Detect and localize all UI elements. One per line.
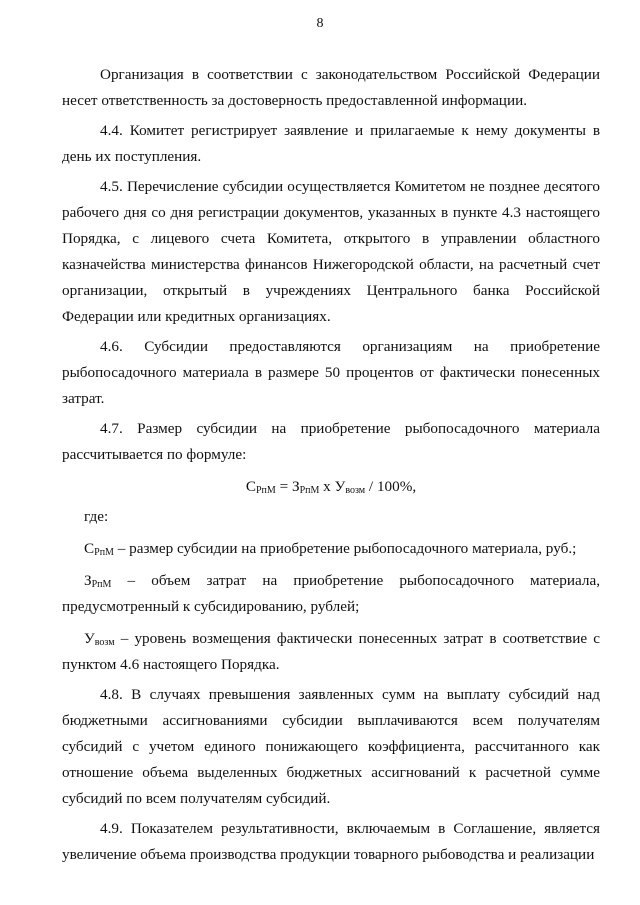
paragraph-4-9: 4.9. Показателем результативности, включаемым в Соглашение, является увеличение объема производства продукции товарного рыбоводства и реализации [62,820,600,863]
definition-u: $У_{возм}$ – уровень возмещения фактически понесенных затрат в соответствие с пунктом 4.6 настоящего Порядка. [62,630,600,673]
formula-u: $У_{возм}$ [334,478,366,496]
paragraph-4-7: 4.7. Размер субсидии на приобретение рыбопосадочного материала рассчитывается по формуле: [62,420,600,463]
document-body [62,62,600,868]
where-label: где: [84,508,109,525]
paragraph-4-5: 4.5. Перечисление субсидии осуществляется Комитетом не позднее десятого рабочего дня со дня регистрации документов, указанных в пункте 4.3 настоящего Порядка, с лицевого счета Комитета, открытого в управлении областного казначейства министерства финансов Нижегородской области, на расчетный счет организации, открытый в учреждениях Центрального банка Российской Федерации или кредитных организациях. [62,178,600,325]
paragraph-4-6: 4.6. Субсидии предоставляются организациям на приобретение рыбопосадочного материала в размере 50 процентов от фактически понесенных затрат. [62,338,600,407]
paragraph-4-8: 4.8. В случаях превышения заявленных сумм на выплату субсидий над бюджетными ассигнованиями субсидии выплачиваются всем получателям субсидий с учетом единого понижающего коэффициента, рассчитанного как отношение объема выделенных бюджетных ассигнований к расчетной сумме субсидий по всем получателям субсидий. [62,686,600,807]
page-number: 8 [316,16,324,31]
paragraph-liability: Организация в соответствии с законодательством Российской Федерации несет ответственность за достоверность предоставленной информации. [62,66,600,109]
definition-c: $С_{РпМ}$ – размер субсидии на приобретение рыбопосадочного материала, руб.; [84,540,577,558]
paragraph-4-4: 4.4. Комитет регистрирует заявление и прилагаемые к нему документы в день их поступления. [62,122,600,165]
definition-z: $З_{РпМ}$ – объем затрат на приобретение рыбопосадочного материала, предусмотренный к субсидированию, рублей; [62,572,600,615]
formula-z: $З_{РпМ}$ [291,478,320,496]
subsidy-formula: $С_{РпМ} = З_{РпМ}$ х $У_{возм} / 100\%$, [245,478,417,496]
formula-c: $С_{РпМ}$ [245,478,276,496]
